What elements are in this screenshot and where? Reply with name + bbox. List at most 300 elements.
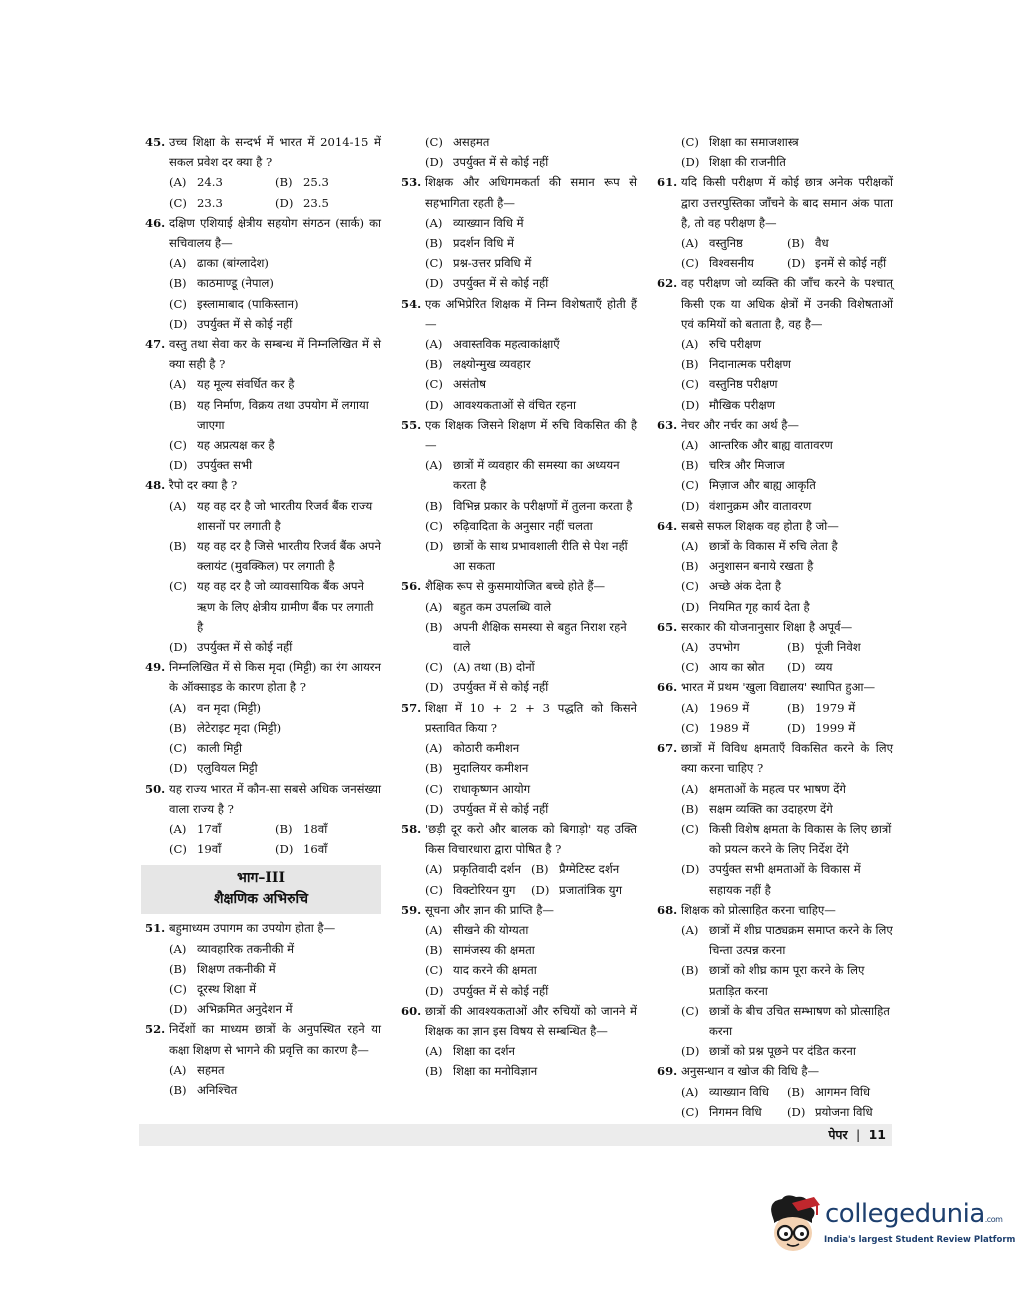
- option-item: [169, 758, 381, 778]
- option-label: (D): [681, 862, 700, 877]
- question-text: निम्नलिखित में से किस मृदा (मिट्टी) का रंग आयरन के ऑक्साइड के कारण होता है ?: [169, 660, 381, 695]
- question-block: [657, 273, 893, 414]
- column-1: [145, 132, 381, 1100]
- question-stem: [401, 576, 637, 596]
- section-part-label: भाग–III: [237, 870, 285, 887]
- question-block: [401, 294, 637, 415]
- option-text: 25.3: [303, 175, 329, 190]
- option-text: 17वाँ: [197, 821, 222, 836]
- option-item: [425, 496, 637, 516]
- question-block: [401, 698, 637, 819]
- question-number: 64.: [657, 518, 678, 533]
- option-text: छात्रों के साथ प्रभावशाली रीति से पेश नहीं आ सकता: [453, 539, 628, 574]
- option-text: किसी विशेष क्षमता के विकास के लिए छात्रों को प्रयत्न करने के लिए निर्देश देंगे: [709, 821, 892, 857]
- option-item: [275, 193, 381, 213]
- question-stem: [401, 900, 637, 920]
- option-item: [425, 273, 637, 293]
- options-list: [169, 172, 381, 212]
- option-text: 1989 में: [709, 720, 750, 735]
- question-stem: [145, 213, 381, 253]
- option-label: (A): [169, 175, 187, 190]
- option-pair-row: [681, 698, 893, 718]
- option-item: [531, 859, 637, 879]
- option-label: (B): [169, 720, 187, 735]
- option-label: (C): [681, 821, 699, 836]
- option-pair-row: [169, 839, 381, 859]
- option-label: (A): [169, 700, 187, 715]
- option-item: [425, 233, 637, 253]
- question-block: [145, 334, 381, 475]
- question-text: शिक्षा में 10 + 2 + 3 पद्धति को किसने प्रस्तावित किया ?: [425, 700, 637, 735]
- option-text: 1979 में: [815, 700, 856, 715]
- question-text: यह राज्य भारत में कौन-सा सबसे अधिक जनसंख्या वाला राज्य है ?: [169, 781, 381, 816]
- question-number: 52.: [145, 1022, 166, 1037]
- question-text: नेचर और नर्चर का अर्थ है—: [681, 417, 800, 432]
- option-pair-row: [681, 1082, 893, 1102]
- option-label: (C): [425, 660, 443, 675]
- option-item: [169, 314, 381, 334]
- option-text: लक्ष्योन्मुख व्यवहार: [453, 357, 531, 372]
- question-block: [145, 475, 381, 657]
- question-text: सबसे सफल शिक्षक वह होता है जो—: [681, 518, 839, 533]
- option-item: [275, 172, 381, 192]
- option-item: [275, 839, 381, 859]
- question-text: 'छड़ी दूर करो और बालक को बिगाड़ो' यह उक्ति किस विचारधारा द्वारा पोषित है ?: [425, 821, 637, 857]
- options-list: [169, 253, 381, 334]
- question-stem: [657, 516, 893, 536]
- question-number: 53.: [401, 175, 422, 190]
- question-stem: [657, 900, 893, 920]
- option-item: [169, 959, 381, 979]
- question-number: 68.: [657, 902, 678, 917]
- option-text: उपभोग: [709, 640, 740, 655]
- logo-suffix: .com: [984, 1215, 1003, 1224]
- question-block: [145, 657, 381, 778]
- option-label: (D): [787, 720, 806, 735]
- option-item: [531, 880, 637, 900]
- option-label: (C): [425, 135, 443, 149]
- option-label: (C): [169, 842, 187, 857]
- option-item: [787, 637, 893, 657]
- option-label: (C): [425, 377, 443, 392]
- option-label: (D): [681, 498, 700, 513]
- option-pair-row: [681, 233, 893, 253]
- option-label: (A): [681, 640, 699, 655]
- option-item: [169, 979, 381, 999]
- option-item: [169, 374, 381, 394]
- option-text: 23.5: [303, 195, 329, 210]
- options-list: [169, 939, 381, 1020]
- option-text: यह वह दर है जिसे भारतीय रिजर्व बैंक अपने क्लायंट (मुवक्किल) पर लगाती है: [197, 539, 381, 574]
- question-stem: [145, 475, 381, 495]
- option-text: प्रकृतिवादी दर्शन: [453, 862, 521, 877]
- question-number: 46.: [145, 215, 166, 230]
- option-text: यह वह दर है जो भारतीय रिजर्व बैंक राज्य शासनों पर लगाती है: [197, 498, 373, 533]
- question-text: यदि किसी परीक्षण में कोई छात्र अनेक परीक्षकों द्वारा उत्तरपुस्तिका जाँचने के बाद समान अंक पाता है, तो वह परीक्षण है—: [681, 175, 893, 230]
- option-label: (C): [169, 296, 187, 311]
- option-label: (A): [681, 438, 699, 453]
- option-label: (C): [681, 720, 699, 735]
- option-text: बहुत कम उपलब्धि वाले: [453, 599, 552, 614]
- question-number: 63.: [657, 417, 678, 432]
- options-list: [169, 1060, 381, 1100]
- option-text: मुदालियर कमीशन: [453, 761, 529, 776]
- collegedunia-logo: [762, 1193, 1016, 1265]
- question-text: सरकार की योजनानुसार शिक्षा है अपूर्व—: [681, 619, 853, 634]
- option-label: (A): [169, 1062, 187, 1077]
- option-text: इस्लामाबाद (पाकिस्तान): [197, 296, 299, 311]
- option-item: [425, 880, 531, 900]
- question-number: 61.: [657, 175, 678, 190]
- option-text: नियमित गृह कार्य देता है: [709, 599, 810, 614]
- question-stem: [657, 617, 893, 637]
- questions-group-1: [145, 132, 381, 859]
- question-block: [657, 738, 893, 900]
- option-label: (C): [425, 781, 443, 796]
- question-number: 62.: [657, 276, 678, 291]
- option-text: यह वह दर है जो व्यावसायिक बैंक अपने ऋण के लिए क्षेत्रीय ग्रामीण बैंक पर लगाती है: [197, 579, 374, 634]
- option-text: छात्रों में शीघ्र पाठ्यक्रम समाप्त करने के लिए चिन्ता उत्पन्न करना: [709, 922, 893, 958]
- option-label: (D): [425, 155, 444, 170]
- option-item: [169, 576, 381, 637]
- option-text: ढाका (बांग्लादेश): [197, 256, 269, 271]
- option-label: (B): [681, 963, 699, 978]
- option-text: व्याख्यान विधि में: [453, 215, 524, 230]
- option-label: (C): [169, 741, 187, 756]
- option-text: उपर्युक्त में से कोई नहीं: [453, 680, 549, 695]
- option-pair-row: [169, 819, 381, 839]
- option-text: व्यावहारिक तकनीकी में: [197, 941, 295, 956]
- option-item: [169, 819, 275, 839]
- option-item: [425, 799, 637, 819]
- question-text: बहुमाध्यम उपागम का उपयोग होता है—: [169, 921, 336, 936]
- options-list: [169, 819, 381, 859]
- question-block: [145, 918, 381, 1019]
- option-label: (C): [169, 438, 187, 453]
- option-item: [169, 718, 381, 738]
- option-text: सामंजस्य की क्षमता: [453, 943, 535, 958]
- question-number: 51.: [145, 921, 166, 936]
- question-text: वस्तु तथा सेवा कर के सम्बन्ध में निम्नलिखित में से क्या सही है ?: [169, 337, 381, 372]
- question-number: 69.: [657, 1064, 678, 1079]
- option-pair-row: [169, 193, 381, 213]
- question-stem: [401, 172, 637, 212]
- option-label: (A): [169, 821, 187, 836]
- option-text: शिक्षण तकनीकी में: [197, 961, 276, 976]
- option-label: (D): [425, 680, 444, 695]
- option-label: (A): [681, 539, 699, 554]
- option-label: (A): [681, 922, 699, 937]
- option-item: [425, 516, 637, 536]
- option-item: [169, 294, 381, 314]
- option-item: [425, 1041, 637, 1061]
- option-text: सीखने की योग्यता: [453, 922, 529, 937]
- question-block: [401, 415, 637, 577]
- option-text: विश्वसनीय: [709, 256, 754, 271]
- question-number: 55.: [401, 417, 422, 432]
- option-label: (D): [531, 882, 550, 897]
- student-mascot-icon: [762, 1193, 824, 1259]
- option-text: प्रैग्मेटिस्ट दर्शन: [559, 862, 620, 877]
- option-item: [425, 758, 637, 778]
- option-label: (B): [787, 1084, 805, 1099]
- option-item: [275, 819, 381, 839]
- page-number-label: [828, 1126, 886, 1143]
- option-text: 24.3: [197, 175, 223, 190]
- options-list: [425, 597, 637, 698]
- option-item: [681, 779, 893, 799]
- option-item: [787, 233, 893, 253]
- option-pair-row: [681, 718, 893, 738]
- option-text: छात्रों में व्यवहार की समस्या का अध्ययन करता है: [453, 458, 620, 493]
- option-label: (C): [169, 981, 187, 996]
- option-label: (C): [681, 478, 699, 493]
- question-text: सूचना और ज्ञान की प्राप्ति है—: [425, 902, 554, 917]
- question-text: शैक्षिक रूप से कुसमायोजित बच्चे होते हैं—: [425, 579, 606, 594]
- option-item: [425, 981, 637, 1001]
- option-label: (D): [275, 195, 294, 210]
- option-label: (D): [787, 256, 806, 271]
- option-item: [169, 637, 381, 657]
- option-label: (D): [425, 983, 444, 998]
- option-item: [169, 536, 381, 576]
- option-item: [681, 395, 893, 415]
- question-text: अनुसन्धान व खोज की विधि है—: [681, 1064, 820, 1079]
- option-text: अनिश्चित: [197, 1082, 238, 1097]
- question-number: 49.: [145, 660, 166, 675]
- option-text: उपर्युक्त में से कोई नहीं: [197, 640, 293, 655]
- option-item: [425, 738, 637, 758]
- option-pair-row: [681, 657, 893, 677]
- option-label: (A): [681, 781, 699, 796]
- option-label: (B): [681, 801, 699, 816]
- option-label: (B): [787, 640, 805, 655]
- option-label: (B): [425, 943, 443, 958]
- option-item: [681, 435, 893, 455]
- option-item: [681, 819, 893, 859]
- question-text: दक्षिण एशियाई क्षेत्रीय सहयोग संगठन (सार्क) का सचिवालय है—: [169, 215, 381, 251]
- option-item: [681, 657, 787, 677]
- option-item: [169, 496, 381, 536]
- option-label: (D): [425, 397, 444, 412]
- option-text: वन मृदा (मिट्टी): [197, 700, 261, 715]
- question-number: 56.: [401, 579, 422, 594]
- footer-separator: |: [856, 1127, 861, 1142]
- question-number: 48.: [145, 478, 166, 493]
- option-text: छात्रों के बीच उचित सम्भाषण को प्रोत्साहित करना: [709, 1003, 890, 1038]
- option-text: अनुशासन बनाये रखता है: [709, 559, 814, 574]
- option-text: उपर्युक्त में से कोई नहीं: [453, 801, 549, 816]
- option-text: उपर्युक्त सभी: [197, 458, 253, 473]
- option-text: काठमाण्डू (नेपाल): [197, 276, 274, 291]
- option-text: रुचि परीक्षण: [709, 337, 762, 352]
- option-item: [425, 597, 637, 617]
- question-number: 59.: [401, 902, 422, 917]
- option-text: अभिक्रमित अनुदेशन में: [197, 1002, 293, 1017]
- question-stem: [657, 415, 893, 435]
- question-stem: [145, 334, 381, 374]
- option-label: (D): [169, 640, 188, 655]
- option-label: (D): [681, 599, 700, 614]
- option-item: [681, 455, 893, 475]
- options-list: [681, 233, 893, 273]
- option-item: [787, 698, 893, 718]
- option-item: [425, 354, 637, 374]
- option-item: [169, 172, 275, 192]
- question-block: [657, 900, 893, 1062]
- option-text: शिक्षा का दर्शन: [453, 1044, 515, 1059]
- options-list: [169, 698, 381, 779]
- option-text: अवास्तविक महत्वाकांक्षाएँ: [453, 337, 560, 352]
- option-text: 16वाँ: [303, 842, 328, 857]
- option-text: उपर्युक्त में से कोई नहीं: [197, 316, 293, 331]
- question-number: 66.: [657, 680, 678, 695]
- question-block: [401, 576, 637, 697]
- option-text: शिक्षा की राजनीति: [709, 155, 786, 170]
- option-item: [425, 677, 637, 697]
- option-text: प्रश्न-उत्तर प्रविधि में: [453, 256, 532, 271]
- options-list: [681, 637, 893, 677]
- option-label: (B): [425, 357, 443, 372]
- question-block: [401, 172, 637, 293]
- question-text: उच्च शिक्षा के सन्दर्भ में भारत में 2014-15 में सकल प्रवेश दर क्या है ?: [169, 135, 381, 170]
- option-label: (D): [425, 801, 444, 816]
- question-block: [145, 779, 381, 860]
- option-item: [681, 536, 893, 556]
- option-item: [425, 253, 637, 273]
- question-number: 60.: [401, 1003, 422, 1018]
- options-list: [425, 132, 637, 172]
- option-item: [787, 657, 893, 677]
- option-text: निदानात्मक परीक्षण: [709, 357, 791, 372]
- option-item: [787, 1102, 893, 1122]
- option-item: [169, 1080, 381, 1100]
- question-number: 67.: [657, 741, 678, 756]
- question-stem: [401, 415, 637, 455]
- question-block: [657, 132, 893, 172]
- option-item: [681, 960, 893, 1000]
- option-label: (B): [787, 700, 805, 715]
- option-pair-row: [169, 172, 381, 192]
- option-label: (A): [425, 215, 443, 230]
- question-block: [657, 677, 893, 738]
- option-label: (B): [681, 559, 699, 574]
- question-number: 45.: [145, 135, 166, 149]
- question-text: निर्देशों का माध्यम छात्रों के अनुपस्थित रहने या कक्षा शिक्षण से भागने की प्रवृत्ति का कारण है—: [169, 1022, 381, 1057]
- option-item: [425, 920, 637, 940]
- option-item: [681, 374, 893, 394]
- question-block: [401, 819, 637, 900]
- option-text: विक्टोरियन युग: [453, 882, 516, 897]
- footer-paper-label: पेपर: [828, 1127, 848, 1142]
- option-text: प्रजातांत्रिक युग: [559, 882, 623, 897]
- option-text: व्यय: [815, 660, 833, 675]
- options-list: [425, 738, 637, 819]
- option-text: आगमन विधि: [815, 1084, 871, 1099]
- question-number: 54.: [401, 296, 422, 311]
- option-item: [425, 1061, 637, 1081]
- option-label: (D): [681, 1044, 700, 1059]
- option-label: (B): [425, 619, 443, 634]
- questions-group-2: [145, 918, 381, 1100]
- option-label: (D): [169, 458, 188, 473]
- question-number: 47.: [145, 337, 166, 352]
- option-item: [681, 698, 787, 718]
- option-text: उपर्युक्त सभी क्षमताओं के विकास में सहायक नहीं है: [709, 862, 861, 897]
- option-item: [681, 576, 893, 596]
- option-label: (A): [425, 599, 443, 614]
- option-item: [681, 637, 787, 657]
- question-block: [145, 213, 381, 334]
- option-text: कोठारी कमीशन: [453, 741, 520, 756]
- option-text: आन्तरिक और बाह्य वातावरण: [709, 438, 833, 453]
- option-item: [425, 617, 637, 657]
- footer-page-number: 11: [868, 1127, 886, 1142]
- option-label: (C): [425, 256, 443, 271]
- option-label: (A): [169, 256, 187, 271]
- option-text: आवश्यकताओं से वंचित रहना: [453, 397, 576, 412]
- option-item: [681, 1102, 787, 1122]
- option-item: [681, 1041, 893, 1061]
- option-item: [425, 374, 637, 394]
- question-block: [401, 1001, 637, 1082]
- option-text: 23.3: [197, 195, 223, 210]
- option-text: वस्तुनिष्ठ परीक्षण: [709, 377, 778, 392]
- option-text: शिक्षा का समाजशास्त्र: [709, 135, 799, 149]
- option-text: विभिन्न प्रकार के परीक्षणों में तुलना करता है: [453, 498, 633, 513]
- option-text: सक्षम व्यक्ति का उदाहरण देंगे: [709, 801, 833, 816]
- option-text: 19वाँ: [197, 842, 222, 857]
- option-item: [169, 839, 275, 859]
- option-label: (C): [169, 579, 187, 594]
- question-stem: [401, 819, 637, 859]
- option-label: (C): [681, 1104, 699, 1119]
- option-label: (C): [169, 195, 187, 210]
- question-text: छात्रों की आवश्यकताओं और रुचियों को जानने में शिक्षक का ज्ञान इस विषय से सम्बन्धित है—: [425, 1003, 637, 1038]
- question-block: [657, 1061, 893, 1122]
- question-text: वह परीक्षण जो व्यक्ति की जाँच करने के पश्चात् किसी एक या अधिक क्षेत्रों में उनकी विशेषताओं एवं कमियों को बताता है, वह है—: [681, 276, 893, 331]
- logo-tagline: India's largest Student Review Platform: [824, 1235, 1016, 1245]
- option-text: यह अप्रत्यक्ष कर है: [197, 438, 275, 453]
- option-label: (D): [681, 155, 700, 170]
- logo-name-text: collegedunia: [825, 1199, 985, 1229]
- options-list: [425, 1041, 637, 1081]
- option-text: क्षमताओं के महत्व पर भाषण देंगे: [709, 781, 846, 796]
- question-block: [657, 172, 893, 273]
- option-item: [681, 354, 893, 374]
- options-list: [681, 779, 893, 900]
- logo-wordmark: [825, 1199, 1002, 1229]
- option-item: [425, 455, 637, 495]
- options-list: [681, 435, 893, 516]
- option-label: (A): [425, 862, 443, 877]
- option-label: (C): [425, 882, 443, 897]
- option-item: [425, 132, 637, 152]
- option-text: उपर्युक्त में से कोई नहीं: [453, 276, 549, 291]
- option-text: छात्रों को प्रश्न पूछने पर दंडित करना: [709, 1044, 856, 1059]
- option-label: (B): [169, 1082, 187, 1097]
- question-stem: [657, 677, 893, 697]
- question-block: [657, 617, 893, 678]
- question-text: छात्रों में विविध क्षमताएँ विकसित करने के लिए क्या करना चाहिए ?: [681, 741, 893, 776]
- option-label: (A): [169, 941, 187, 956]
- option-item: [425, 395, 637, 415]
- question-block: [145, 1019, 381, 1100]
- options-list: [681, 334, 893, 415]
- option-item: [681, 253, 787, 273]
- question-block: [657, 516, 893, 617]
- options-list: [425, 334, 637, 415]
